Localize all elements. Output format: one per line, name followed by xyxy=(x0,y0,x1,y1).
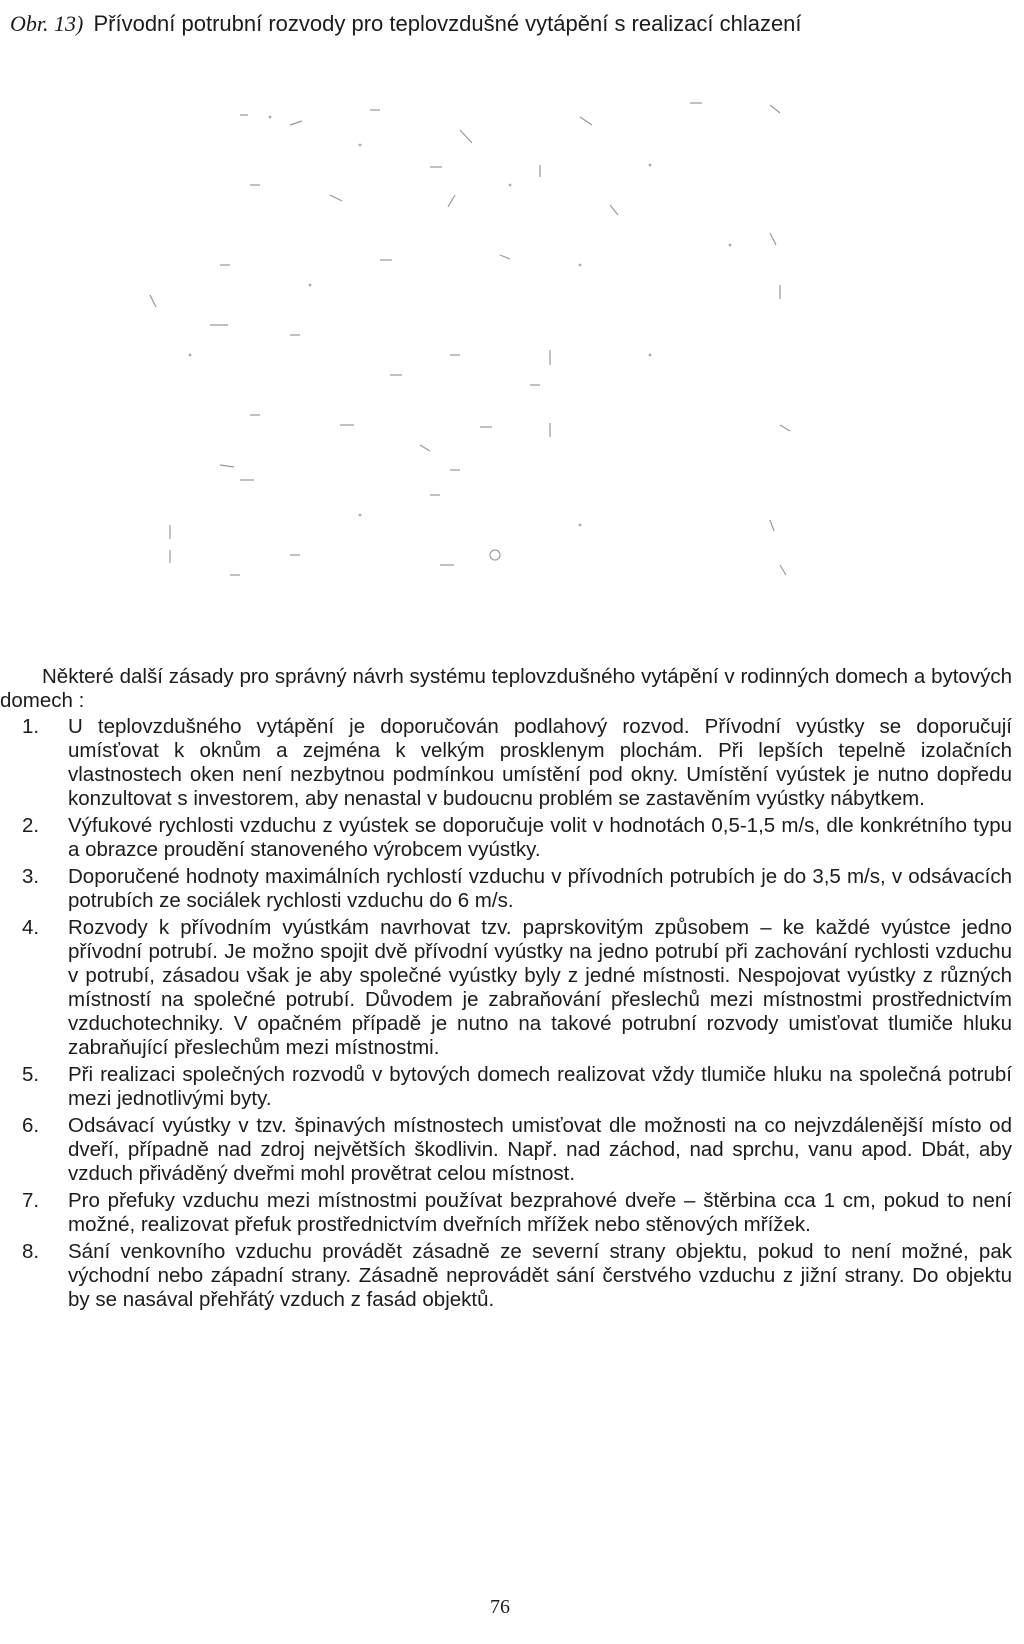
list-item-number: 2. xyxy=(22,814,40,837)
list-item xyxy=(0,1240,1012,1312)
rules-list xyxy=(0,715,1012,1312)
figure-title: Přívodní potrubní rozvody pro teplovzdušné vytápění s realizací chlazení xyxy=(93,11,802,36)
list-item-number: 6. xyxy=(22,1114,40,1137)
list-item-text: Sání venkovního vzduchu provádět zásadně ze severní strany objektu, pokud to není možné, pak východní nebo západní strany. Zásadně neprovádět sání čerstvého vzduchu z jižní strany. Do objektu by se nasával přehřátý vzduch z fasád objektů. xyxy=(68,1240,1012,1311)
figure-caption xyxy=(10,10,1010,38)
list-item-number: 4. xyxy=(22,916,40,939)
intro-paragraph: Některé další zásady pro správný návrh systému teplovzdušného vytápění v rodinných domech a bytových domech : xyxy=(0,665,1012,712)
list-item xyxy=(0,1114,1012,1186)
list-item xyxy=(0,814,1012,862)
list-item-text: Výfukové rychlosti vzduchu z vyústek se doporučuje volit v hodnotách 0,5-1,5 m/s, dle konkrétního typu a obrazce proudění stanoveného výrobcem vyústky. xyxy=(68,814,1012,861)
figure-number: Obr. 13) xyxy=(10,11,84,36)
list-item-text: Doporučené hodnoty maximálních rychlostí vzduchu v přívodních potrubích je do 3,5 m/s, v odsávacích potrubích ze sociálek rychlosti vzduchu do 6 m/s. xyxy=(68,865,1012,912)
faded-duct-drawing xyxy=(130,55,850,615)
list-item-number: 1. xyxy=(22,715,40,738)
list-item-number: 3. xyxy=(22,865,40,888)
list-item-text: U teplovzdušného vytápění je doporučován podlahový rozvod. Přívodní vyústky se doporučují umísťovat k oknům a zejména k velkým prosklenym plochám. Při lepších tepelně izolačních vlastnostech oken není nezbytnou podmínkou umístění pod okny. Umístění vyústek je nutno dopředu konzultovat s investorem, aby nenastal v budoucnu problém se zastavěním vyústky nábytkem. xyxy=(68,715,1012,810)
list-item xyxy=(0,715,1012,811)
body-text xyxy=(0,665,1012,1315)
list-item xyxy=(0,1189,1012,1237)
list-item xyxy=(0,865,1012,913)
list-item-text: Pro přefuky vzduchu mezi místnostmi používat bezprahové dveře – štěrbina cca 1 cm, pokud to není možné, realizovat přefuk prostřednictvím dveřních mřížek nebo stěnových mřížek. xyxy=(68,1189,1012,1236)
list-item-number: 8. xyxy=(22,1240,40,1263)
list-item-text: Při realizaci společných rozvodů v bytových domech realizovat vždy tlumiče hluku na společná potrubí mezi jednotlivými byty. xyxy=(68,1063,1012,1110)
list-item-number: 7. xyxy=(22,1189,40,1212)
list-item xyxy=(0,1063,1012,1111)
list-item-number: 5. xyxy=(22,1063,40,1086)
list-item-text: Rozvody k přívodním vyústkám navrhovat tzv. paprskovitým způsobem – ke každé vyústce jedno přívodní potrubí. Je možno spojit dvě přívodní vyústky na jedno potrubí při zachování rychlosti vzduchu v potrubí, zásadou však je aby společné vyústky byly z jedné místnosti. Nespojovat vyústky z různých místností na společné potrubí. Důvodem je zabraňování přeslechů mezi místnostmi prostřednictvím vzduchotechniky. V opačném případě je nutno na takové potrubní rozvody umisťovat tlumiče hluku zabraňující přeslechům mezi místnostmi. xyxy=(68,916,1012,1059)
list-item xyxy=(0,916,1012,1060)
figure-faded-drawing xyxy=(130,55,850,615)
page-number: 76 xyxy=(490,1596,510,1618)
list-item-text: Odsávací vyústky v tzv. špinavých místnostech umisťovat dle možnosti na co nejvzdálenější místo od dveří, případně nad zdroj největších škodlivin. Např. nad záchod, nad sprchu, vanu apod. Dbát, aby vzduch přiváděný dveřmi mohl provětrat celou místnost. xyxy=(68,1114,1012,1185)
